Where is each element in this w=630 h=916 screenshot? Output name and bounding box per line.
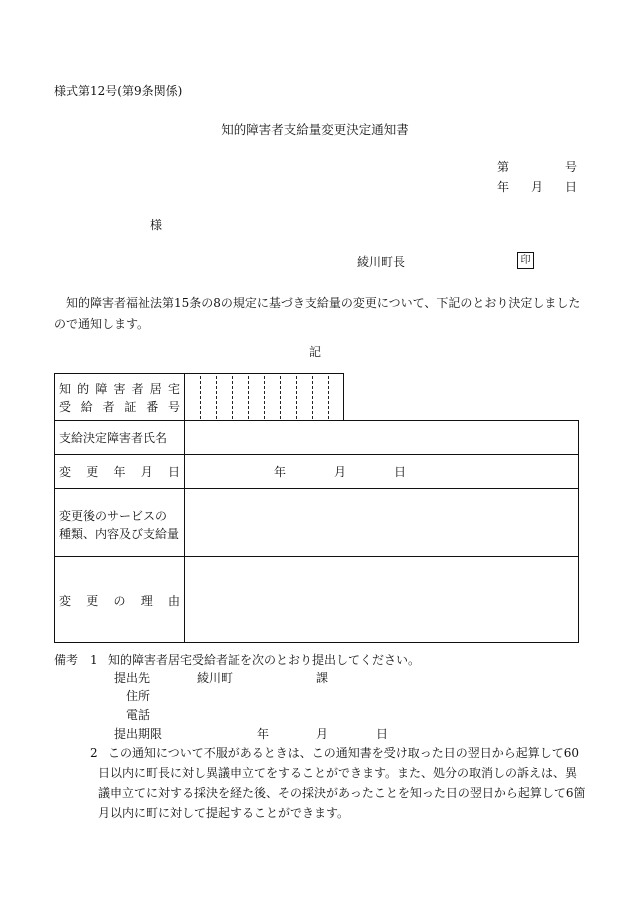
service-label-line2: 種類、内容及び支給量 — [59, 527, 180, 541]
submit-to-label: 提出先 — [114, 671, 151, 685]
deadline-day: 日 — [376, 727, 389, 741]
phone-label: 電話 — [126, 708, 151, 722]
change-date-day: 日 — [394, 465, 407, 479]
body-paragraph-text: 知的障害者福祉法第15条の8の規定に基づき支給量の変更について、下記のとおり決定しましたので通知します。 — [54, 296, 581, 331]
number-suffix: 号 — [564, 160, 577, 174]
submit-to-section: 課 — [316, 671, 329, 685]
number-prefix: 第 — [497, 160, 510, 174]
issue-date — [497, 181, 577, 193]
document-number — [497, 161, 577, 173]
submit-to-town: 綾川町 — [197, 671, 234, 685]
note1-text: 知的障害者居宅受給者証を次のとおり提出してください。 — [108, 653, 421, 667]
deadline-month: 月 — [316, 727, 329, 741]
body-paragraph — [54, 293, 582, 335]
deadline-label: 提出期限 — [114, 727, 163, 741]
certificate-label-line2: 受 給 者 証 番 号 — [59, 400, 180, 414]
note2-line3: 議申立てに対する採決を経た後、その採決があったことを知った日の翌日から起算して6箇 — [98, 786, 586, 800]
address-label: 住所 — [126, 689, 151, 703]
change-date-month: 月 — [334, 465, 347, 479]
note2-number: 2 — [90, 746, 98, 760]
service-label-line1: 変更後のサービスの — [59, 509, 168, 523]
note2-line2: 日以内に町長に対し異議申立てをすることができます。また、処分の取消しの訴えは、異 — [98, 766, 578, 780]
decision-table — [54, 420, 579, 643]
change-date-year: 年 — [274, 465, 287, 479]
certificate-number-table — [54, 373, 344, 420]
addressee-honorific: 様 — [150, 218, 163, 232]
note1-number: 1 — [90, 653, 98, 667]
change-date-label: 変 更 年 月 日 — [59, 465, 180, 479]
ki-heading: 記 — [308, 345, 321, 359]
notes-heading: 備考 — [54, 653, 79, 667]
form-number: 様式第12号(第9条関係) — [54, 84, 183, 98]
issue-date-year: 年 — [497, 180, 510, 194]
document-title: 知的障害者支給量変更決定通知書 — [221, 122, 409, 137]
issue-date-month: 月 — [530, 180, 543, 194]
issuer-name: 綾川町長 — [357, 255, 406, 269]
deadline-year: 年 — [257, 727, 270, 741]
note2-line4: 月以内に町に対して提起することができます。 — [98, 806, 350, 820]
note2-line1: この通知について不服があるときは、この通知書を受け取った日の翌日から起算して60 — [108, 746, 580, 760]
seal-mark: 印 — [517, 252, 534, 269]
recipient-name-label: 支給決定障害者氏名 — [59, 431, 168, 445]
issue-date-day: 日 — [564, 180, 577, 194]
reason-label: 変 更 の 理 由 — [59, 594, 180, 608]
certificate-label-line1: 知 的 障 害 者 居 宅 — [59, 382, 180, 396]
